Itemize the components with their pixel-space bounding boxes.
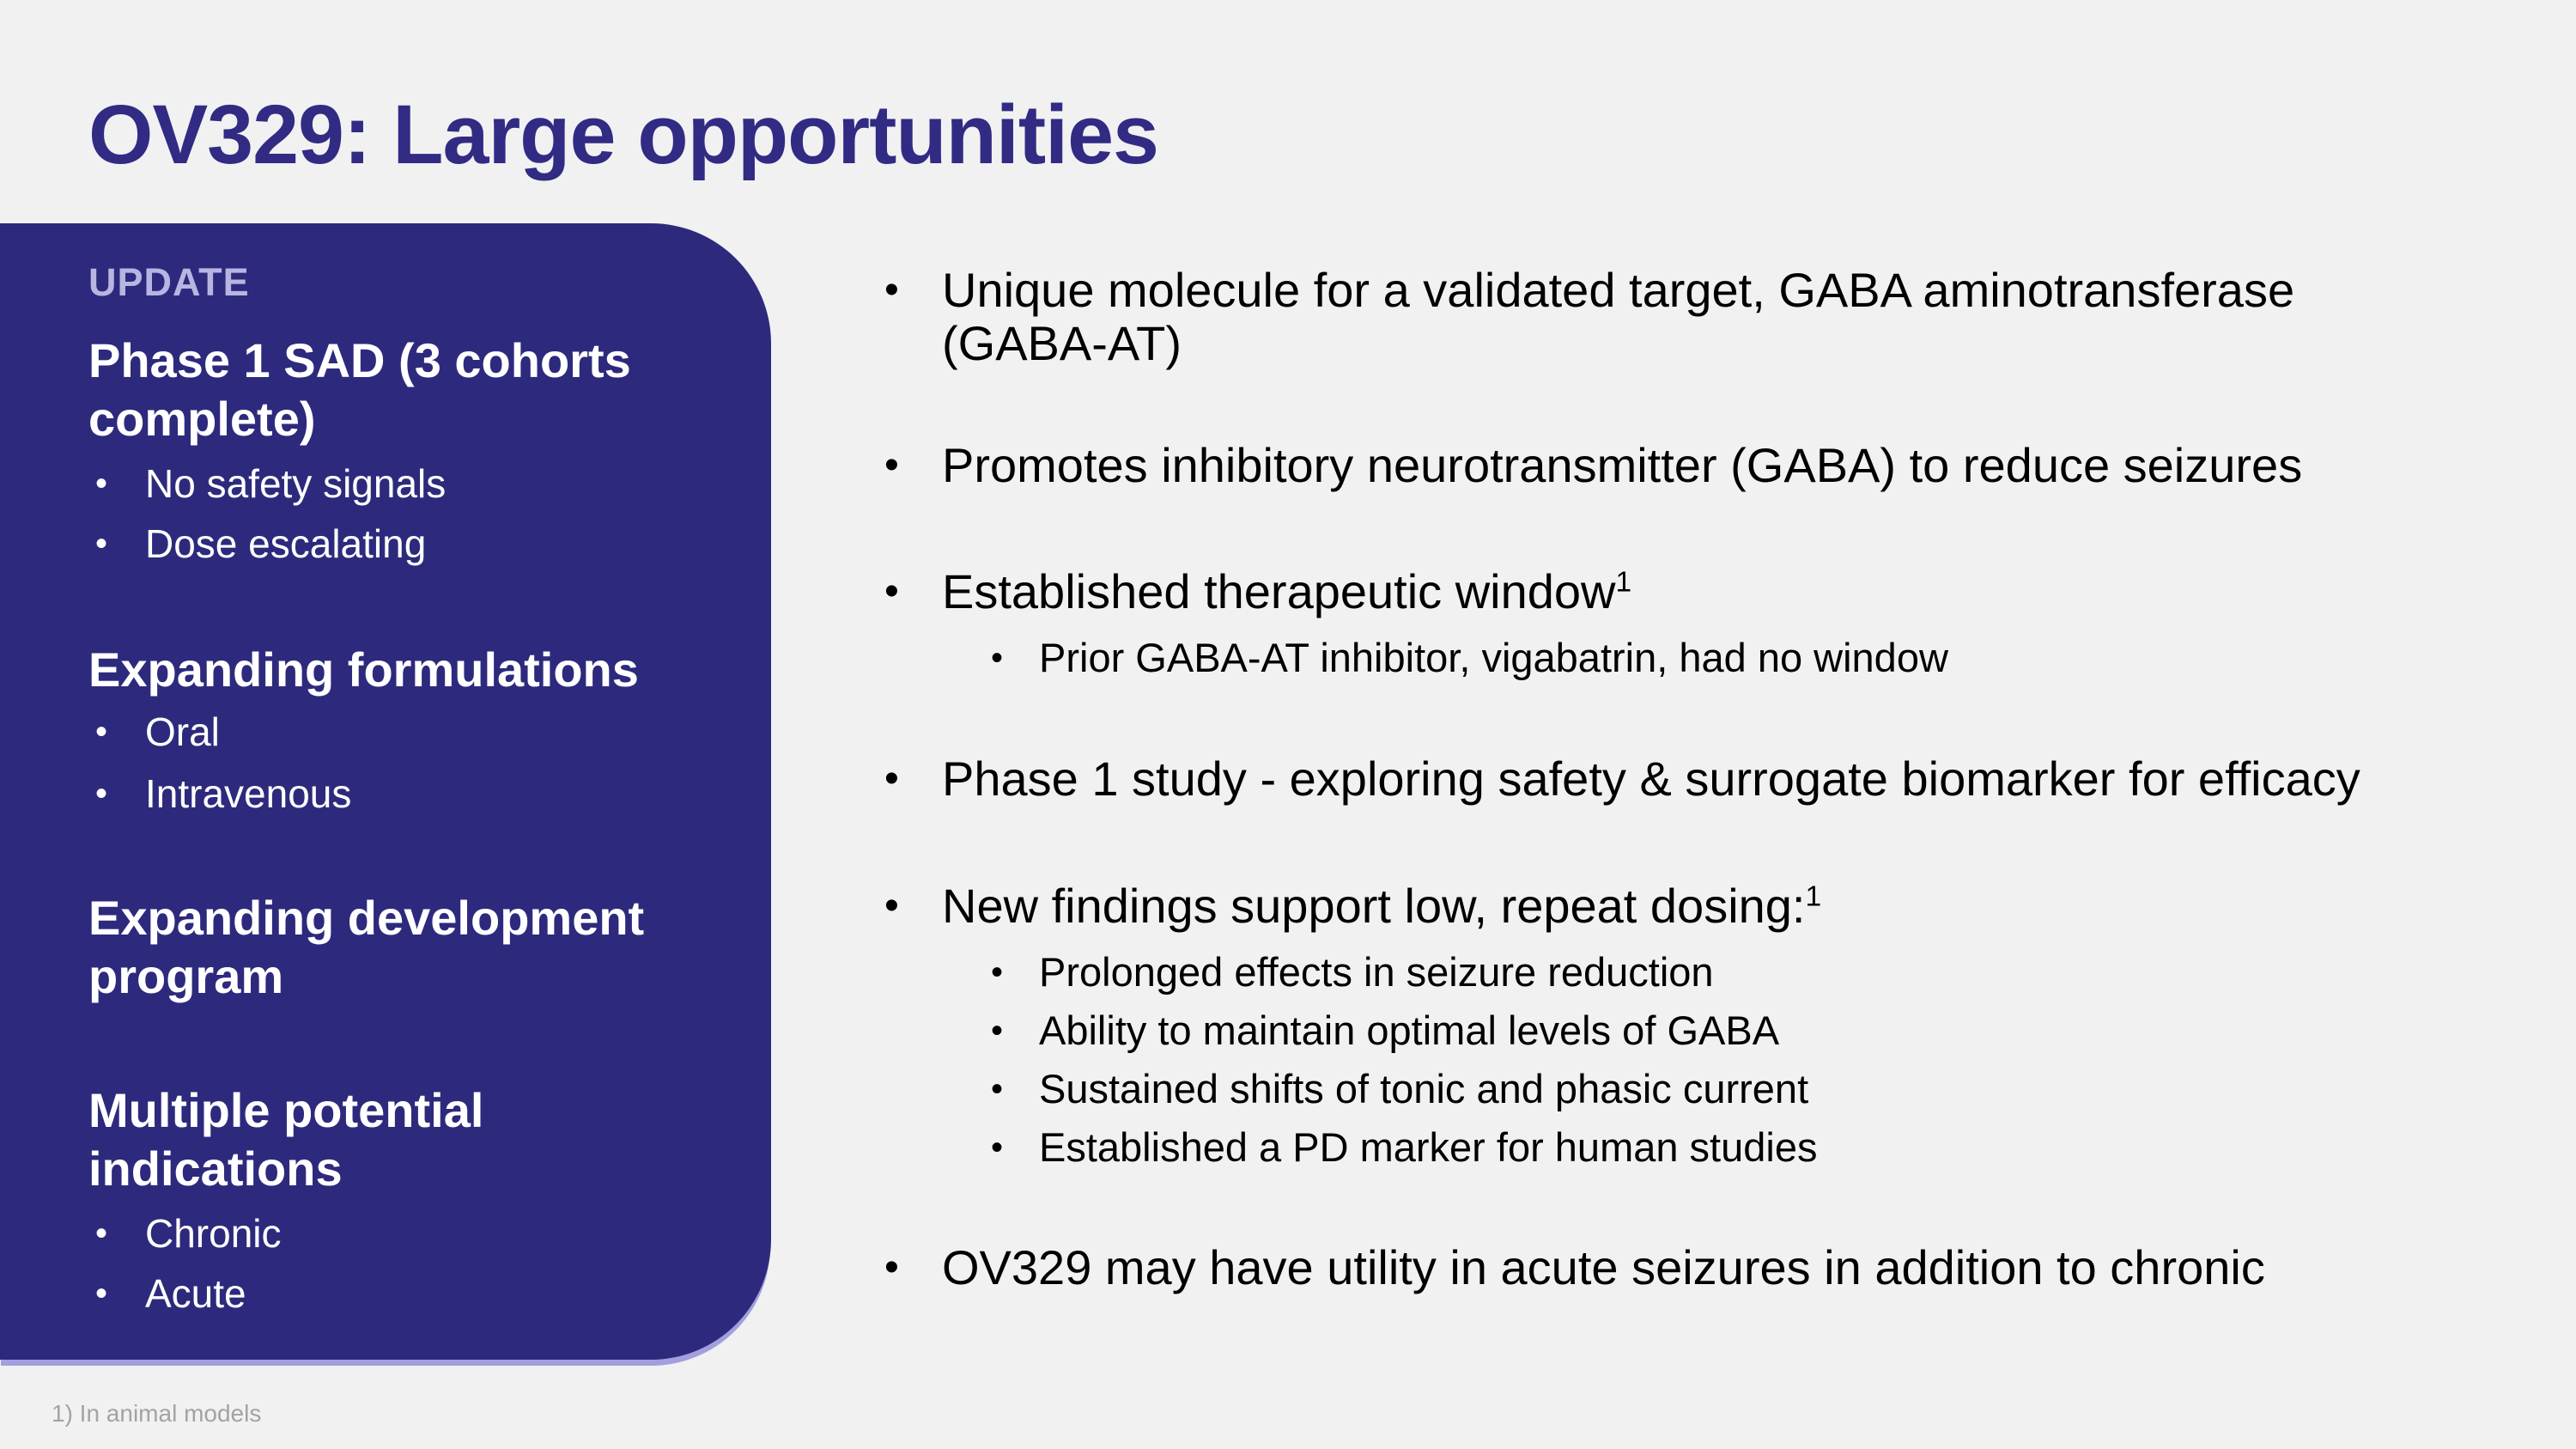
sidebar-bullet-list	[88, 1203, 690, 1324]
list-item	[88, 763, 690, 825]
bullet-icon: •	[95, 713, 108, 751]
footnote-ref: 1	[1615, 566, 1632, 599]
main-bullet	[884, 880, 2499, 933]
sub-bullet-text: Sustained shifts of tonic and phasic current	[1039, 1066, 1809, 1111]
sidebar-bullet-text: No safety signals	[145, 461, 447, 506]
bullet-icon: •	[884, 442, 899, 488]
list-item	[88, 701, 690, 763]
update-panel	[0, 223, 771, 1360]
page-title: OV329: Large opportunities	[88, 88, 1158, 181]
bullet-icon: •	[95, 775, 108, 813]
main-bullet-text: Phase 1 study - exploring safety & surrogate biomarker for efficacy	[942, 752, 2360, 806]
bullet-icon: •	[991, 639, 1004, 677]
bullet-icon: •	[991, 1070, 1004, 1108]
main-bullet	[884, 439, 2499, 492]
bullet-icon: •	[95, 1275, 108, 1312]
main-bullet	[884, 752, 2499, 806]
main-bullet-text: OV329 may have utility in acute seizures in addition to chronic	[942, 1240, 2265, 1294]
sidebar-heading: Phase 1 SAD (3 cohorts complete)	[88, 333, 631, 446]
sidebar-heading: Expanding formulations	[88, 642, 639, 697]
list-item	[88, 514, 690, 574]
sidebar-section-indications	[88, 1081, 690, 1324]
list-item	[991, 1002, 2499, 1060]
footnote-ref: 1	[1805, 880, 1822, 913]
sidebar-bullet-text: Dose escalating	[145, 521, 427, 566]
list-item	[991, 943, 2499, 1002]
sidebar-bullet-text: Chronic	[145, 1211, 282, 1256]
sidebar-bullet-list	[88, 701, 690, 825]
list-item	[991, 629, 2499, 687]
sidebar-bullet-text: Oral	[145, 709, 220, 754]
sub-bullet-list	[884, 629, 2499, 687]
sidebar-heading: Multiple potential indications	[88, 1083, 484, 1196]
list-item	[88, 1263, 690, 1324]
list-item	[991, 1060, 2499, 1118]
sidebar-bullet-text: Intravenous	[145, 771, 352, 816]
list-item	[88, 1203, 690, 1263]
bullet-icon: •	[95, 465, 108, 502]
sidebar-bullet-list	[88, 454, 690, 574]
main-bullet-text: Promotes inhibitory neurotransmitter (GABA) to reduce seizures	[942, 438, 2303, 492]
bullet-icon: •	[991, 1129, 1004, 1166]
sidebar-section-development	[88, 889, 690, 1006]
sidebar-heading: Expanding development program	[88, 891, 645, 1003]
bullet-icon: •	[884, 569, 899, 614]
bullet-icon: •	[884, 883, 899, 928]
bullet-icon: •	[95, 525, 108, 563]
bullet-icon: •	[991, 953, 1004, 991]
bullet-icon: •	[95, 1215, 108, 1252]
bullet-icon: •	[991, 1012, 1004, 1050]
sub-bullet-text: Established a PD marker for human studies	[1039, 1124, 1818, 1170]
main-bullet-text: Unique molecule for a validated target, GABA aminotransferase (GABA-AT)	[942, 263, 2295, 370]
sub-bullet-text: Ability to maintain optimal levels of GABA	[1039, 1008, 1780, 1053]
bullet-icon: •	[884, 756, 899, 801]
bullet-icon: •	[884, 1245, 899, 1290]
main-bullet	[884, 264, 2499, 370]
sidebar-section-formulations	[88, 641, 690, 825]
update-label: UPDATE	[88, 260, 250, 304]
sub-bullet-text: Prolonged effects in seizure reduction	[1039, 949, 1714, 995]
sidebar-bullet-text: Acute	[145, 1271, 246, 1316]
sub-bullet-text: Prior GABA-AT inhibitor, vigabatrin, had no window	[1039, 635, 1948, 680]
footnote: 1) In animal models	[52, 1400, 262, 1427]
main-bullet-text: Established therapeutic window	[942, 564, 1616, 618]
list-item	[991, 1118, 2499, 1177]
main-bullet	[884, 565, 2499, 618]
sub-bullet-list	[884, 943, 2499, 1177]
main-content	[884, 264, 2499, 1294]
main-bullet	[884, 1241, 2499, 1294]
main-bullet-text: New findings support low, repeat dosing:	[942, 879, 1806, 933]
bullet-icon: •	[884, 267, 899, 313]
list-item	[88, 454, 690, 514]
sidebar-section-phase1	[88, 332, 690, 574]
